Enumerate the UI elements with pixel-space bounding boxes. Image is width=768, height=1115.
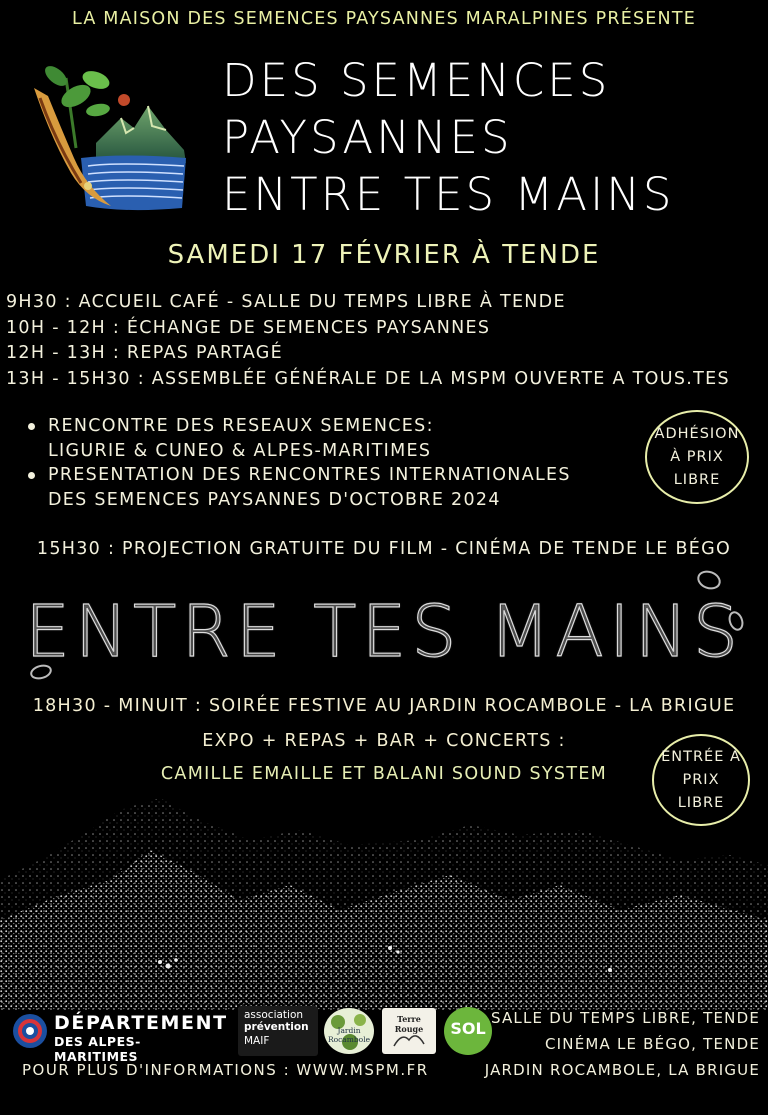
schedule — [6, 290, 730, 392]
badge-text: LIBRE — [677, 795, 725, 811]
logo-text: SOL — [450, 1019, 486, 1038]
evening-line-3: CAMILLE EMAILLE ET BALANI SOUND SYSTEM — [160, 764, 608, 784]
logo-text: prévention — [244, 1021, 309, 1033]
main-title — [222, 52, 674, 223]
terre-rouge-logo — [382, 1008, 436, 1054]
badge-text: À PRIX — [670, 449, 724, 465]
departement-name: DÉPARTEMENT — [54, 1012, 228, 1034]
venue-item: CINÉMA LE BÉGO, TENDE — [545, 1035, 760, 1053]
jardin-rocambole-logo — [324, 1008, 374, 1054]
title-line: PAYSANNES — [222, 111, 513, 164]
bullet-text: PRESENTATION DES RENCONTRES INTERNATIONALES — [48, 465, 571, 485]
schedule-item: 12H - 13H : REPAS PARTAGÉ — [6, 343, 284, 363]
departement-logo — [12, 1012, 228, 1064]
evening-line-1: 18H30 - MINUIT : SOIRÉE FESTIVE AU JARDIN ROCAMBOLE - LA BRIGUE — [32, 696, 736, 716]
bullet-text: LIGURIE & CUNEO & ALPES-MARITIMES — [48, 440, 432, 461]
association-prevention-logo — [238, 1006, 318, 1056]
evening-line-2: EXPO + REPAS + BAR + CONCERTS : — [202, 731, 566, 751]
badge-text: ADHÉSION — [654, 426, 740, 442]
departement-emblem-icon — [12, 1013, 48, 1049]
bullet-list — [28, 414, 571, 512]
bullet-item — [28, 463, 571, 512]
mountain-illustration — [0, 790, 768, 1010]
bullet-text: DES SEMENCES PAYSANNES D'OCTOBRE 2024 — [48, 489, 501, 510]
logo-text: Jardin Rocambole — [327, 1026, 371, 1044]
title-line: DES SEMENCES — [222, 54, 611, 107]
logo-text: association — [244, 1009, 304, 1021]
logo-text: Terre Rouge — [394, 1014, 424, 1034]
schedule-item: 9H30 : ACCUEIL CAFÉ - SALLE DU TEMPS LIBRE À TENDE — [6, 292, 566, 312]
bullet-dot-icon — [28, 472, 35, 479]
schedule-item: 13H - 15H30 : ASSEMBLÉE GÉNÉRALE DE LA MSPM OUVERTE A TOUS.TES — [6, 368, 730, 389]
title-line: ENTRE TES MAINS — [222, 168, 675, 221]
sketch-icon — [392, 1028, 426, 1050]
venue-item: SALLE DU TEMPS LIBRE, TENDE — [490, 1009, 760, 1027]
bullet-item — [28, 414, 571, 463]
schedule-item: 10H - 12H : ÉCHANGE DE SEMENCES PAYSANNES — [6, 317, 491, 338]
event-date: SAMEDI 17 FÉVRIER À TENDE — [167, 240, 601, 270]
departement-subname: DES ALPES-MARITIMES — [54, 1034, 141, 1064]
venue-item: JARDIN ROCAMBOLE, LA BRIGUE — [484, 1061, 760, 1079]
seed-illustration — [26, 58, 190, 216]
logo-text: MAIF — [244, 1035, 270, 1047]
film-title: ENTRE TES MAINS — [25, 590, 743, 673]
badge-text: LIBRE — [673, 472, 721, 488]
bullet-text: RENCONTRE DES RESEAUX SEMENCES: — [48, 416, 434, 436]
presenter-line: LA MAISON DES SEMENCES PAYSANNES MARALPINES PRÉSENTE — [71, 9, 696, 29]
adhesion-badge — [645, 410, 749, 504]
badge-text: PRIX — [682, 772, 720, 788]
badge-text: ENTRÉE À — [661, 749, 741, 765]
venue-list — [485, 1005, 760, 1083]
bullet-dot-icon — [28, 423, 35, 430]
projection-line: 15H30 : PROJECTION GRATUITE DU FILM - CINÉMA DE TENDE LE BÉGO — [36, 539, 732, 559]
info-link[interactable]: POUR PLUS D'INFORMATIONS : WWW.MSPM.FR — [22, 1061, 429, 1079]
